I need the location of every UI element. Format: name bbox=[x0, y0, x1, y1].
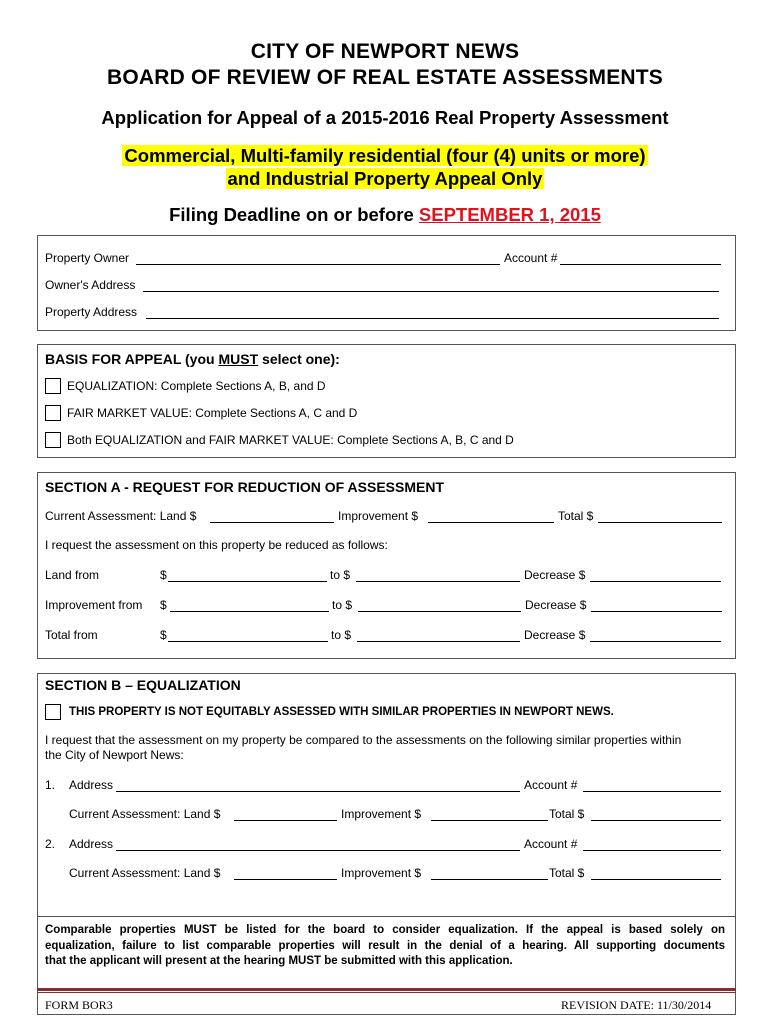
property-2-improvement-label: Improvement $ bbox=[341, 866, 422, 880]
property-1-address-label: Address bbox=[69, 778, 114, 792]
property-address-field[interactable] bbox=[146, 318, 719, 319]
basis-title: BASIS FOR APPEAL (you MUST select one): bbox=[45, 351, 340, 367]
section-a-title: SECTION A - REQUEST FOR REDUCTION OF ASSESSMENT bbox=[45, 479, 445, 495]
property-2-land-field[interactable] bbox=[234, 879, 337, 880]
total-from-label: Total from bbox=[45, 628, 98, 642]
property-1-address-field[interactable] bbox=[116, 791, 520, 792]
land-decrease-label: Decrease $ bbox=[524, 568, 586, 582]
property-2-address-label: Address bbox=[69, 837, 114, 851]
land-from-field[interactable] bbox=[168, 581, 327, 582]
property-1-account-field[interactable] bbox=[583, 791, 721, 792]
property-1-number: 1. bbox=[45, 778, 56, 792]
section-b-note-divider bbox=[37, 916, 736, 917]
property-address-label: Property Address bbox=[45, 305, 138, 319]
property-1-land-label: Current Assessment: Land $ bbox=[69, 807, 221, 821]
current-total-field[interactable] bbox=[598, 522, 722, 523]
property-2-improvement-field[interactable] bbox=[431, 879, 548, 880]
fair-market-value-checkbox[interactable] bbox=[45, 405, 61, 421]
total-decrease-label: Decrease $ bbox=[524, 628, 586, 642]
filing-deadline bbox=[0, 204, 770, 226]
property-2-account-label: Account # bbox=[524, 837, 578, 851]
both-option-label: Both EQUALIZATION and FAIR MARKET VALUE: Complete Sections A, B, C and D bbox=[67, 433, 514, 447]
form-title-line2: BOARD OF REVIEW OF REAL ESTATE ASSESSMENTS bbox=[107, 66, 663, 89]
comparison-request-line1: I request that the assessment on my property be compared to the assessments on the following similar properties within bbox=[45, 733, 682, 747]
deadline-date: SEPTEMBER 1, 2015 bbox=[418, 204, 601, 225]
total-from-field[interactable] bbox=[168, 641, 328, 642]
property-1-total-label: Total $ bbox=[549, 807, 585, 821]
footer-rule bbox=[37, 988, 736, 991]
property-owner-field[interactable] bbox=[136, 264, 500, 265]
not-equitably-assessed-label: THIS PROPERTY IS NOT EQUITABLY ASSESSED WITH SIMILAR PROPERTIES IN NEWPORT NEWS. bbox=[69, 706, 614, 718]
land-from-dollar: $ bbox=[160, 568, 167, 582]
property-1-land-field[interactable] bbox=[234, 820, 337, 821]
current-improvement-label: Improvement $ bbox=[338, 509, 419, 523]
land-decrease-field[interactable] bbox=[590, 581, 721, 582]
land-to-label: to $ bbox=[330, 568, 351, 582]
improvement-to-label: to $ bbox=[332, 598, 353, 612]
owner-info-box bbox=[37, 235, 736, 331]
property-1-improvement-field[interactable] bbox=[431, 820, 548, 821]
owners-address-field[interactable] bbox=[143, 291, 719, 292]
current-land-field[interactable] bbox=[210, 522, 334, 523]
property-2-total-field[interactable] bbox=[591, 879, 721, 880]
form-subtitle: Application for Appeal of a 2015-2016 Real Property Assessment bbox=[101, 107, 669, 128]
property-type-line2: and Industrial Property Appeal Only bbox=[227, 168, 543, 189]
property-1-improvement-label: Improvement $ bbox=[341, 807, 422, 821]
both-checkbox[interactable] bbox=[45, 432, 61, 448]
improvement-to-field[interactable] bbox=[358, 611, 521, 612]
property-owner-label: Property Owner bbox=[45, 251, 130, 265]
equalization-option-label: EQUALIZATION: Complete Sections A, B, and D bbox=[67, 379, 326, 393]
revision-date: REVISION DATE: 11/30/2014 bbox=[561, 998, 712, 1012]
fair-market-value-option-label: FAIR MARKET VALUE: Complete Sections A, C and D bbox=[67, 406, 358, 420]
section-a-box bbox=[37, 472, 736, 659]
section-b-title: SECTION B – EQUALIZATION bbox=[45, 677, 241, 693]
land-to-field[interactable] bbox=[356, 581, 520, 582]
comparison-request-line2: the City of Newport News: bbox=[45, 748, 184, 762]
comparable-properties-note: Comparable properties MUST be listed for the board to consider equalization. If the appeal is based solely on equalization, failure to list comparable properties will result in the denial of a hearing. All supporting documents that the applicant will present at the hearing MUST be submitted with this application. bbox=[45, 924, 725, 967]
current-improvement-field[interactable] bbox=[428, 522, 554, 523]
improvement-decrease-field[interactable] bbox=[591, 611, 722, 612]
improvement-from-field[interactable] bbox=[170, 611, 329, 612]
footer-rule-thin bbox=[37, 992, 736, 993]
account-field[interactable] bbox=[560, 264, 721, 265]
total-from-dollar: $ bbox=[160, 628, 167, 642]
form-title-line1: CITY OF NEWPORT NEWS bbox=[250, 40, 520, 63]
total-decrease-field[interactable] bbox=[590, 641, 721, 642]
property-1-account-label: Account # bbox=[524, 778, 578, 792]
property-2-account-field[interactable] bbox=[583, 850, 721, 851]
property-2-address-field[interactable] bbox=[116, 850, 520, 851]
owners-address-label: Owner's Address bbox=[45, 278, 136, 292]
equalization-checkbox[interactable] bbox=[45, 378, 61, 394]
land-from-label: Land from bbox=[45, 568, 100, 582]
improvement-decrease-label: Decrease $ bbox=[525, 598, 587, 612]
form-number: FORM BOR3 bbox=[45, 998, 113, 1012]
property-2-total-label: Total $ bbox=[549, 866, 585, 880]
not-equitably-assessed-checkbox[interactable] bbox=[45, 704, 61, 720]
property-type-line1: Commercial, Multi-family residential (four (4) units or more) bbox=[124, 145, 646, 166]
reduction-request-text: I request the assessment on this property be reduced as follows: bbox=[45, 538, 388, 552]
current-land-label: Current Assessment: Land $ bbox=[45, 509, 197, 523]
property-2-land-label: Current Assessment: Land $ bbox=[69, 866, 221, 880]
current-total-label: Total $ bbox=[558, 509, 594, 523]
property-1-total-field[interactable] bbox=[591, 820, 721, 821]
deadline-prefix: Filing Deadline on or before bbox=[169, 204, 419, 225]
improvement-from-dollar: $ bbox=[160, 598, 167, 612]
property-2-number: 2. bbox=[45, 837, 56, 851]
total-to-field[interactable] bbox=[357, 641, 520, 642]
total-to-label: to $ bbox=[331, 628, 352, 642]
account-label: Account # bbox=[504, 251, 558, 265]
improvement-from-label: Improvement from bbox=[45, 598, 143, 612]
